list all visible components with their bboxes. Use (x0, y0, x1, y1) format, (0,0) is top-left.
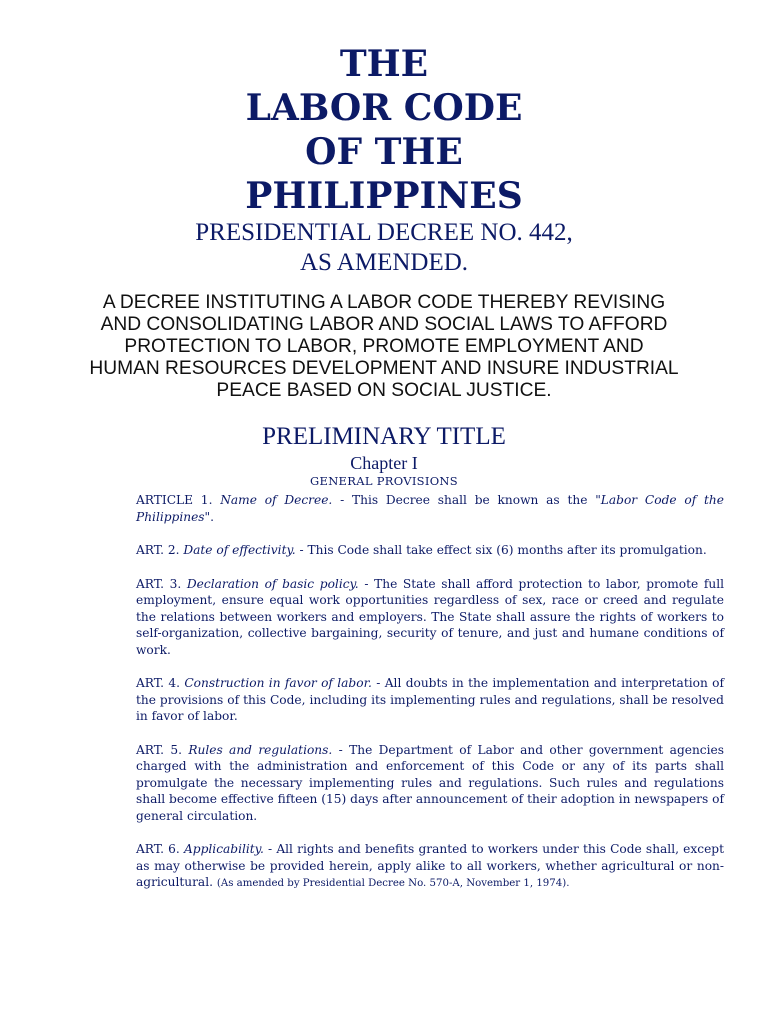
chapter-heading: Chapter I (350, 453, 418, 473)
article-text: - This Code shall take effect six (6) months after its promulgation. (295, 543, 707, 557)
article-text: - The Department of Labor and other government agencies charged with the administration and enforcement of this Code or any of its parts shall promulgate the necessary implementing rules and regulations. Such rules and regulations shall become effective fifteen (15) days after announcement of their adoption in newspapers of general circulation. (136, 742, 724, 823)
article-label: ART. 4. (136, 676, 180, 690)
decree-line: A DECREE INSTITUTING A LABOR CODE THEREBY REVISING (102, 292, 666, 313)
document-title (0, 42, 768, 218)
article-heading: Rules and regulations. (188, 742, 333, 757)
article-5 (136, 742, 724, 825)
title-line: THE (339, 43, 429, 85)
article-text: - This Decree shall be known as the (332, 493, 596, 507)
article-heading: Name of Decree. (220, 493, 333, 507)
title-line: OF THE (305, 131, 463, 173)
article-label: ART. 2. (136, 543, 180, 557)
article-heading: Applicability. (184, 842, 264, 856)
article-heading: Date of effectivity. (183, 543, 296, 557)
article-4 (136, 675, 724, 725)
article-label: ART. 3. (136, 576, 182, 591)
preliminary-title: PRELIMINARY TITLE (262, 423, 506, 450)
article-heading: Construction in favor of labor. (184, 676, 372, 690)
article-3 (136, 576, 724, 659)
article-label: ARTICLE 1. (136, 493, 213, 507)
article-quote: "Labor Code of the Philippines" (136, 493, 724, 524)
article-text: - The State shall afford protection to labor, promote full employment, ensure equal work opportunities regardless of sex, race or creed and regulate the relations between workers and employers. The State shall assure the rights of workers to self-organization, collective bargaining, security of tenure, and just and humane conditions of work. (136, 576, 725, 657)
title-line: PHILIPPINES (245, 175, 523, 217)
title-line: LABOR CODE (245, 87, 523, 129)
article-heading: Declaration of basic policy. (186, 576, 359, 591)
article-label: ART. 6. (136, 842, 180, 856)
decree-line: AND CONSOLIDATING LABOR AND SOCIAL LAWS TO AFFORD (100, 314, 668, 335)
articles-list (136, 492, 724, 910)
amendment-note: (As amended by Presidential Decree No. 570-A, November 1, 1974). (216, 878, 570, 889)
article-text: - All rights and benefits granted to workers under this Code shall, except as may otherwise be provided herein, apply alike to all workers, whether agricultural or non-agricultural. (136, 842, 724, 889)
article-1 (136, 492, 724, 525)
article-6 (136, 841, 724, 893)
article-text: - All doubts in the implementation and interpretation of the provisions of this Code, including its implementing rules and regulations, shall be resolved in favor of labor. (136, 676, 724, 723)
decree-line: HUMAN RESOURCES DEVELOPMENT AND INSURE INDUSTRIAL (89, 358, 679, 379)
decree-line: PROTECTION TO LABOR, PROMOTE EMPLOYMENT AND (124, 336, 644, 357)
decree-description (40, 292, 728, 402)
decree-line: PEACE BASED ON SOCIAL JUSTICE. (216, 380, 552, 401)
article-2 (136, 542, 724, 559)
subtitle-line: AS AMENDED. (299, 249, 469, 276)
article-text: . (210, 509, 215, 524)
decree-number (0, 218, 768, 278)
section-heading: GENERAL PROVISIONS (310, 474, 458, 488)
subtitle-line: PRESIDENTIAL DECREE NO. 442, (195, 219, 573, 246)
article-label: ART. 5. (136, 742, 182, 757)
